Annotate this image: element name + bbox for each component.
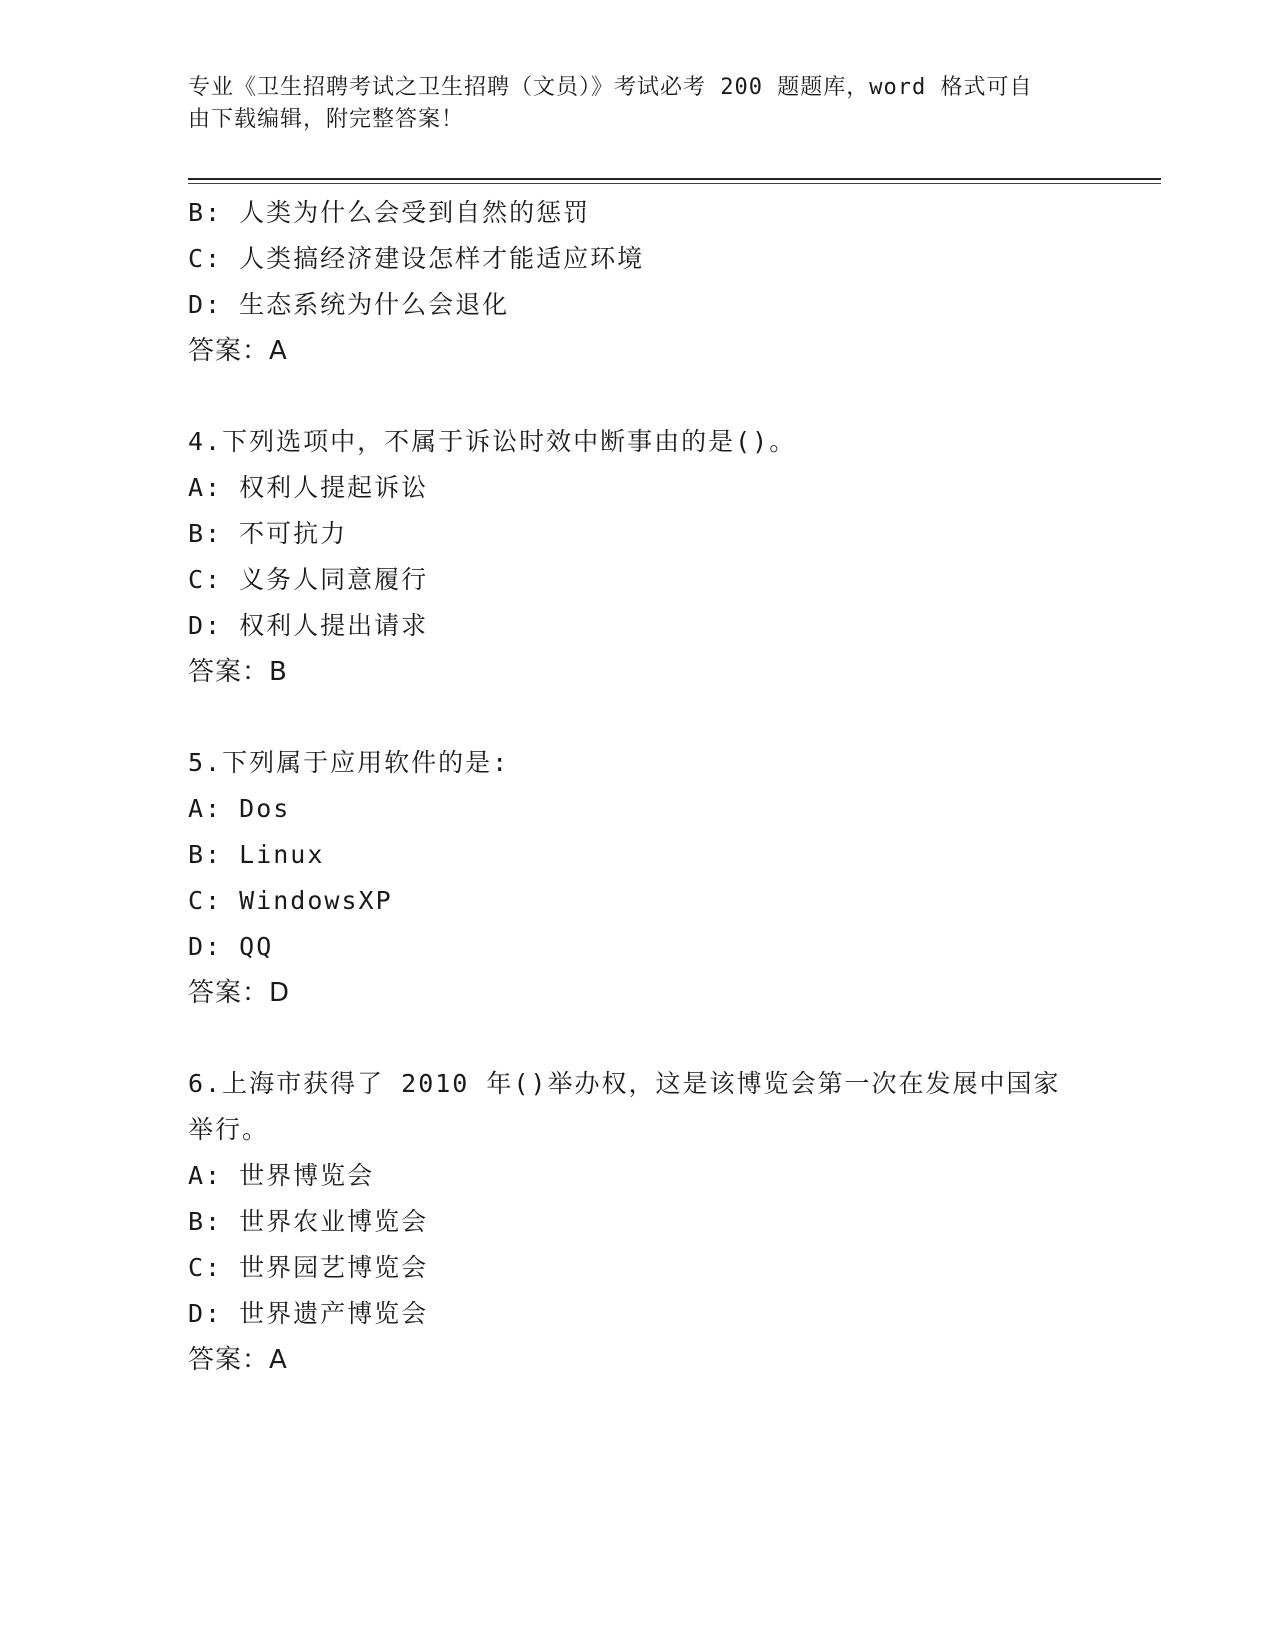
option-b: B: 不可抗力	[188, 519, 348, 548]
option-d: D: 生态系统为什么会退化	[188, 290, 510, 319]
option-b: B: 世界农业博览会	[188, 1207, 429, 1236]
spacer	[188, 1016, 1088, 1061]
header-line-1: 专业《卫生招聘考试之卫生招聘（文员）》考试必考 200 题题库，word 格式可自	[188, 75, 1033, 100]
question-stem-line-1: 6.上海市获得了 2010 年()举办权，这是该博览会第一次在发展中国家	[188, 1069, 1061, 1098]
question-stem: 5.下列属于应用软件的是:	[188, 748, 510, 777]
option-d: D: QQ	[188, 932, 274, 961]
option-d: D: 世界遗产博览会	[188, 1299, 429, 1328]
option-c: C: 世界园艺博览会	[188, 1253, 429, 1282]
answer: 答案：A	[188, 1345, 288, 1375]
question-6	[188, 1061, 1088, 1383]
spacer	[188, 374, 1088, 419]
answer: 答案：B	[188, 657, 288, 687]
option-c: C: 人类搞经济建设怎样才能适应环境	[188, 244, 645, 273]
option-c: C: 义务人同意履行	[188, 565, 429, 594]
header-rule-thin	[188, 183, 1161, 184]
option-b: B: 人类为什么会受到自然的惩罚	[188, 198, 591, 227]
option-b: B: Linux	[188, 840, 325, 869]
option-a: A: Dos	[188, 794, 291, 823]
question-stem: 4.下列选项中，不属于诉讼时效中断事由的是()。	[188, 427, 797, 456]
question-3	[188, 190, 1088, 374]
question-5	[188, 740, 1088, 1016]
option-c: C: WindowsXP	[188, 886, 393, 915]
document-header	[188, 72, 1088, 136]
spacer	[188, 695, 1088, 740]
header-line-2: 由下载编辑，附完整答案！	[188, 107, 465, 132]
question-stem-line-2: 举行。	[188, 1115, 270, 1144]
option-d: D: 权利人提出请求	[188, 611, 429, 640]
answer: 答案：D	[188, 978, 291, 1008]
option-a: A: 世界博览会	[188, 1161, 375, 1190]
header-rule-thick	[188, 178, 1161, 180]
option-a: A: 权利人提起诉讼	[188, 473, 429, 502]
question-list	[188, 190, 1088, 1383]
answer: 答案：A	[188, 336, 288, 366]
question-4	[188, 419, 1088, 695]
